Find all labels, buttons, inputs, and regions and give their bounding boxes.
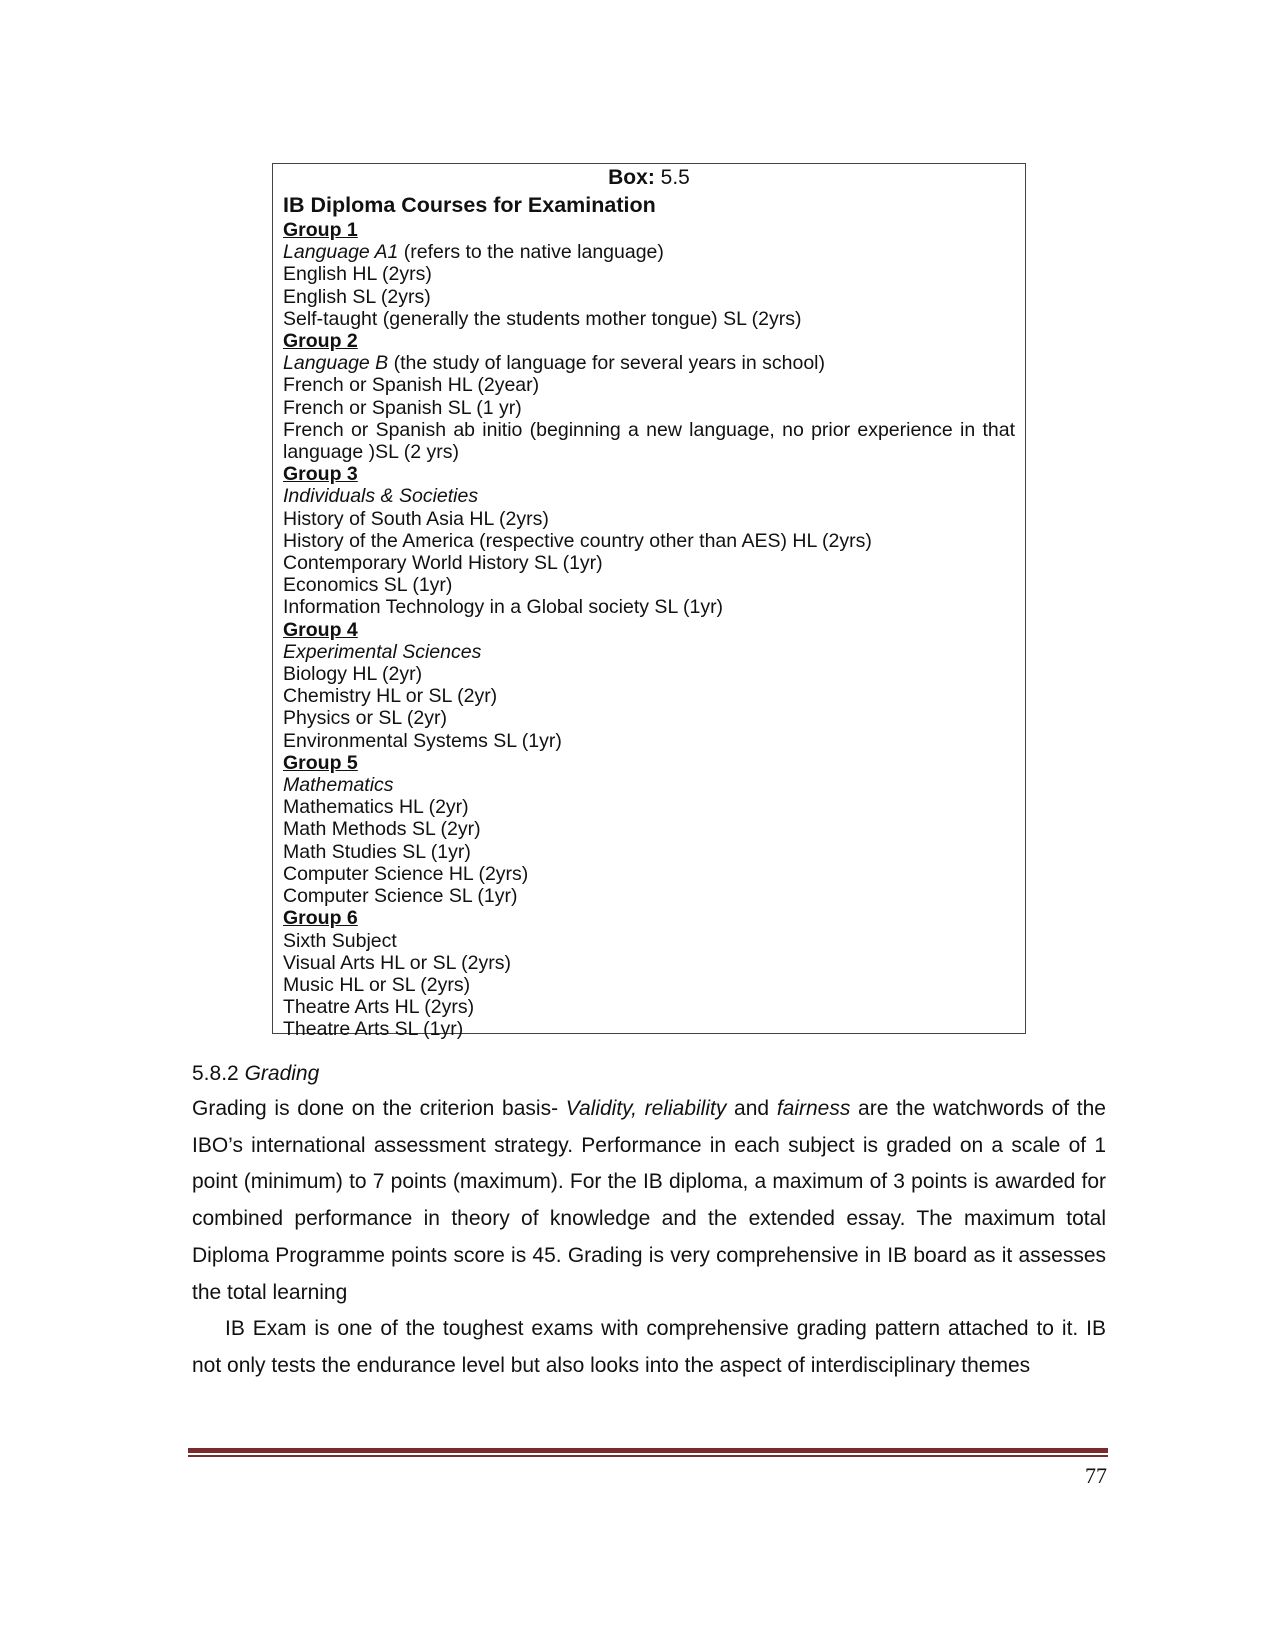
course-item: Math Studies SL (1yr)	[283, 840, 471, 863]
course-item: Sixth Subject	[283, 929, 397, 952]
course-item: Theatre Arts SL (1yr)	[283, 1018, 464, 1041]
course-item: Computer Science HL (2yrs)	[283, 862, 529, 885]
course-item: Biology HL (2yr)	[283, 663, 423, 686]
course-item: Theatre Arts HL (2yrs)	[283, 996, 475, 1019]
group-5-subtitle: Mathematics	[283, 774, 394, 797]
page-number: 77	[1085, 1463, 1107, 1488]
course-item: Self-taught (generally the students mother tongue) SL (2yrs)	[283, 307, 802, 330]
course-item: Economics SL (1yr)	[283, 574, 453, 597]
course-item: English SL (2yrs)	[283, 285, 431, 308]
group-4-subtitle: Experimental Sciences	[283, 640, 482, 663]
group-2-subtitle: Language B (the study of language for several years in school)	[283, 352, 826, 375]
group-1-heading: Group 1	[283, 219, 358, 241]
course-item: History of South Asia HL (2yrs)	[283, 507, 549, 530]
group-6-heading: Group 6	[283, 907, 358, 930]
course-item: Environmental Systems SL (1yr)	[283, 729, 562, 752]
course-item: Visual Arts HL or SL (2yrs)	[283, 951, 511, 974]
footer-rule-thin	[188, 1455, 1108, 1457]
group-3-subtitle: Individuals & Societies	[283, 485, 479, 508]
course-item: French or Spanish HL (2year)	[283, 374, 540, 397]
group-1-subtitle: Language A1 (refers to the native language)	[283, 241, 664, 264]
group-5-heading: Group 5	[283, 751, 358, 774]
section-heading: 5.8.2 Grading	[192, 1062, 320, 1085]
box-title: IB Diploma Courses for Examination	[283, 193, 656, 217]
course-item: Physics or SL (2yr)	[283, 707, 447, 730]
course-item: Computer Science SL (1yr)	[283, 885, 518, 908]
course-item: History of the America (respective country other than AES) HL (2yrs)	[283, 529, 872, 552]
course-item: Mathematics HL (2yr)	[283, 796, 469, 819]
course-item: Contemporary World History SL (1yr)	[283, 552, 603, 575]
course-item: Music HL or SL (2yrs)	[283, 973, 471, 996]
group-2-heading: Group 2	[283, 330, 358, 353]
paragraph-grading: Grading is done on the criterion basis- Validity, reliability and fairness are the watchwords of the IBO’s international assessment strategy. Performance in each subject is graded on a scale of 1 point (minimum) to 7 points (maximum). For the IB diploma, a maximum of 3 points is awarded for combined performance in theory of knowledge and the extended essay. The maximum total Diploma Programme points score is 45. Grading is very comprehensive in IB board as it assesses the total learning	[192, 1097, 1106, 1304]
course-item: French or Spanish SL (1 yr)	[283, 396, 522, 419]
footer-rule	[188, 1448, 1108, 1453]
course-item: Information Technology in a Global society SL (1yr)	[283, 596, 724, 619]
course-item: English HL (2yrs)	[283, 263, 432, 286]
box-label: Box: 5.5	[608, 166, 690, 189]
group-3-heading: Group 3	[283, 463, 358, 486]
paragraph-ib-exam: IB Exam is one of the toughest exams with comprehensive grading pattern attached to it. IB not only tests the endurance level but also looks into the aspect of interdisciplinary themes	[192, 1317, 1106, 1377]
course-item: Chemistry HL or SL (2yr)	[283, 685, 498, 708]
group-4-heading: Group 4	[283, 618, 358, 641]
course-item: Math Methods SL (2yr)	[283, 818, 481, 841]
course-box	[272, 163, 1026, 1041]
course-item: French or Spanish ab initio (beginning a new language, no prior experience in that language )SL (2 yrs)	[283, 418, 1015, 464]
